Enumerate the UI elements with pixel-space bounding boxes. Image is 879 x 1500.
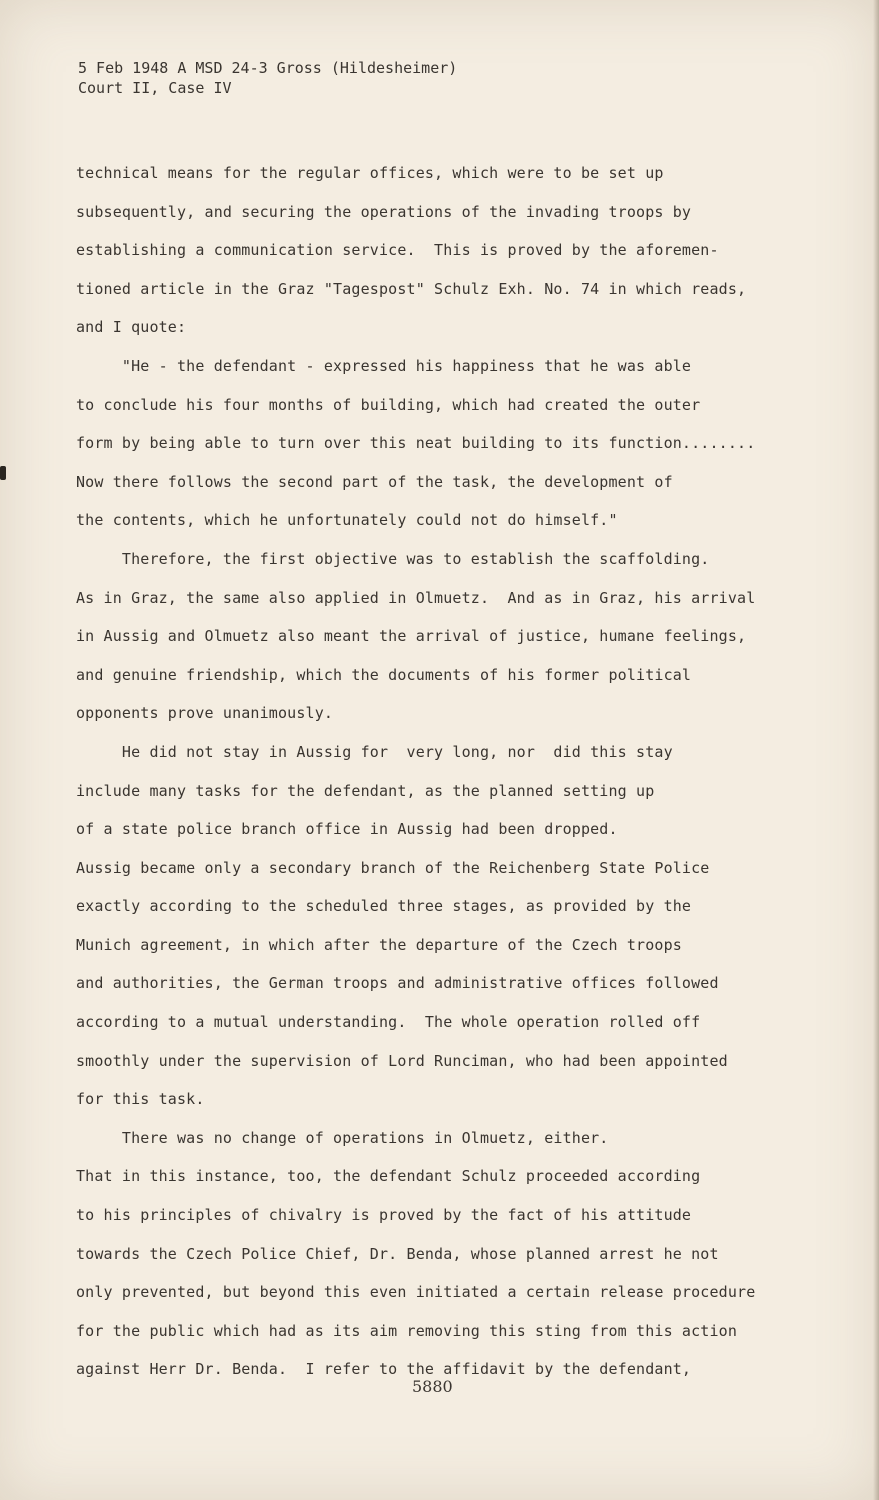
body-line: opponents prove unanimously.: [76, 704, 334, 723]
body-line: and genuine friendship, which the documents of his former political: [76, 665, 692, 684]
body-line: Munich agreement, in which after the departure of the Czech troops: [76, 935, 682, 954]
body-line: form by being able to turn over this neat building to its function........: [76, 434, 756, 453]
body-line: towards the Czech Police Chief, Dr. Benda, whose planned arrest he not: [76, 1244, 719, 1263]
header-line-court: Court II, Case IV: [78, 79, 232, 97]
body-line: He did not stay in Aussig for very long, nor did this stay: [76, 742, 673, 761]
document-body: [76, 154, 796, 1389]
body-line: according to a mutual understanding. The whole operation rolled off: [76, 1013, 701, 1032]
body-line: exactly according to the scheduled three stages, as provided by the: [76, 897, 692, 916]
body-line: to his principles of chivalry is proved by the fact of his attitude: [76, 1206, 692, 1225]
document-header: [78, 58, 457, 98]
body-line: and authorities, the German troops and administrative offices followed: [76, 974, 719, 993]
body-line: Now there follows the second part of the task, the development of: [76, 472, 673, 491]
page-number: 5880: [412, 1377, 453, 1396]
body-line: for the public which had as its aim removing this sting from this action: [76, 1321, 738, 1340]
header-line-date: 5 Feb 1948 A MSD 24-3 Gross (Hildesheimer): [78, 59, 458, 77]
body-line: technical means for the regular offices, which were to be set up: [76, 164, 664, 182]
body-line: include many tasks for the defendant, as the planned setting up: [76, 781, 655, 800]
page-edge-shadow: [873, 0, 879, 1500]
body-line: There was no change of operations in Olmuetz, either.: [76, 1128, 609, 1147]
body-line: establishing a communication service. This is proved by the aforemen-: [76, 241, 719, 260]
body-line: against Herr Dr. Benda. I refer to the affidavit by the defendant,: [76, 1360, 692, 1379]
body-line: for this task.: [76, 1090, 205, 1109]
body-line: That in this instance, too, the defendant Schulz proceeded according: [76, 1167, 701, 1186]
body-line: Aussig became only a secondary branch of the Reichenberg State Police: [76, 858, 710, 877]
body-line: of a state police branch office in Aussig had been dropped.: [76, 820, 618, 839]
body-line: tioned article in the Graz "Tagespost" Schulz Exh. No. 74 in which reads,: [76, 279, 747, 298]
body-line: smoothly under the supervision of Lord Runciman, who had been appointed: [76, 1051, 728, 1070]
body-line: and I quote:: [76, 318, 187, 337]
body-line: in Aussig and Olmuetz also meant the arrival of justice, humane feelings,: [76, 627, 747, 646]
body-line: only prevented, but beyond this even initiated a certain release procedure: [76, 1283, 756, 1302]
margin-mark: [0, 466, 6, 480]
body-line: Therefore, the first objective was to establish the scaffolding.: [76, 549, 710, 568]
body-line: the contents, which he unfortunately could not do himself.": [76, 511, 618, 530]
body-line: As in Graz, the same also applied in Olmuetz. And as in Graz, his arrival: [76, 588, 756, 607]
body-line: to conclude his four months of building, which had created the outer: [76, 395, 701, 414]
body-line: subsequently, and securing the operations of the invading troops by: [76, 202, 692, 221]
body-line: "He - the defendant - expressed his happiness that he was able: [76, 356, 692, 375]
